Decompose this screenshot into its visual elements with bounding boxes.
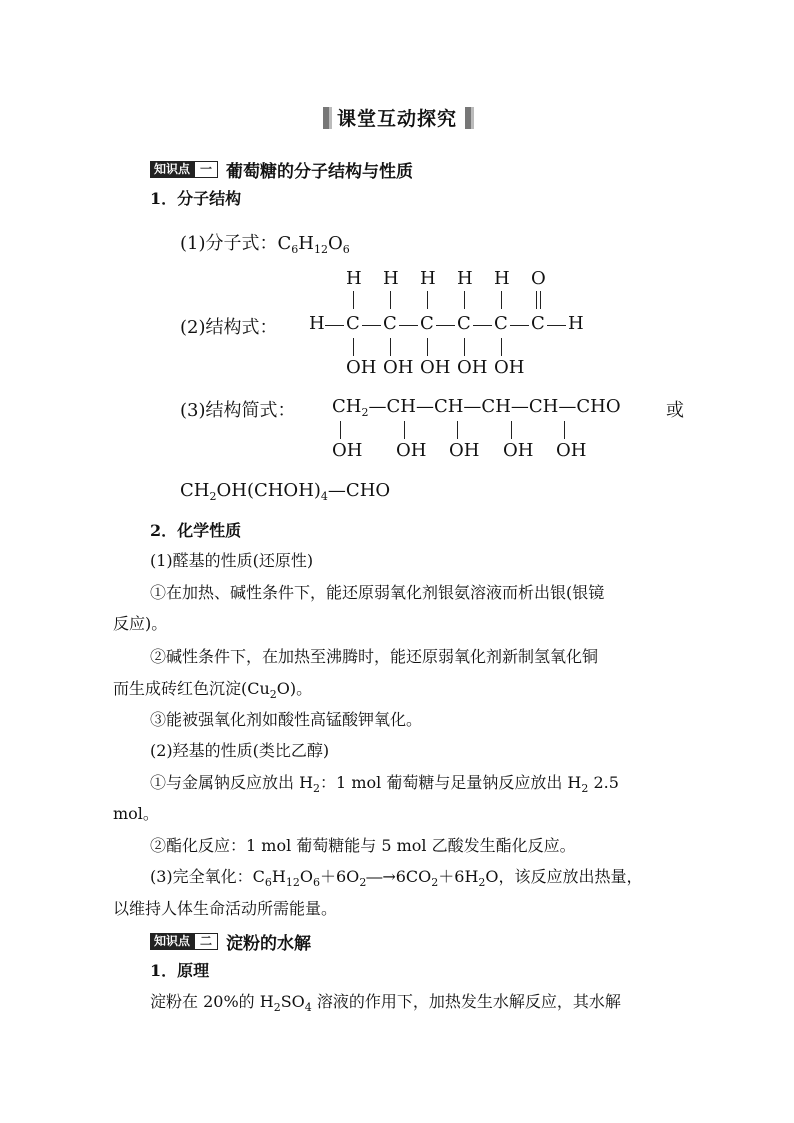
- paragraph: ③能被强氧化剂如酸性高锰酸钾氧化。: [150, 710, 423, 729]
- title-bar-right: [465, 107, 471, 129]
- document-page: 课堂互动探究 知识点 一 葡萄糖的分子结构与性质 1．分子结构 (1)分子式：$C_6H_{12}O_6$ (2)结构式： H H C OH H C OH H C OH H C OH H C OH O C H (3)结构简式： $CH_2—CH—CH—CH—CH—CHO$ 或 OH OH OH OH OH $CH_2OH(CHOH)_4—CHO$ 2．化学性质 (1)醛基的性质(还原性) ①在加热、碱性条件下，能还原弱氧化剂银氨溶液而析出银(银镜 反应)。 ②碱性条件下，在加热至沸腾时，能还原弱氧化剂新制氢氧化铜 而生成砖红色沉淀$(Cu_2O)$。 ③能被强氧化剂如酸性高锰酸钾氧化。 (2)羟基的性质(类比乙醇) ①与金属钠反应放出 $H_2$：1 mol 葡萄糖与足量钠反应放出 $H_2$ 2.5 mol。 ②酯化反应：1 mol 葡萄糖能与 5 mol 乙酸发生酯化反应。 (3)完全氧化：$C_6H_{12}O_6+6O_2―\to 6CO_2+6H_2O$，该反应放出热量， 以维持人体生命活动所需能量。 知识点 二 淀粉的水解 1．原理 淀粉在 20%的 $H_2SO_4$ 溶液的作用下，加热发生水解反应，其水解: [0, 0, 794, 1123]
- paragraph: (1)醛基的性质(还原性): [150, 551, 314, 570]
- paragraph: ②酯化反应：1 mol 葡萄糖能与 5 mol 乙酸发生酯化反应。: [150, 836, 576, 855]
- knowledge-point-1: [150, 157, 413, 182]
- knowledge-point-badge: 知识点 一: [150, 161, 218, 178]
- knowledge-point-badge: 知识点 二: [150, 933, 218, 950]
- paragraph: ①在加热、碱性条件下，能还原弱氧化剂银氨溶液而析出银(银镜: [150, 583, 605, 602]
- subsection-heading: 1．分子结构: [150, 189, 242, 208]
- paragraph: (3)完全氧化：$C_6H_{12}O_6+6O_2―\to 6CO_2+6H_2O$，该反应放出热量，: [150, 867, 643, 889]
- subsection-heading: 1．原理: [150, 961, 210, 980]
- paragraph: ②碱性条件下，在加热至沸腾时，能还原弱氧化剂新制氢氧化铜: [150, 647, 599, 666]
- paragraph: 反应)。: [113, 614, 168, 633]
- paragraph: 而生成砖红色沉淀$(Cu_2O)$。: [113, 679, 313, 701]
- molecular-formula: (1)分子式：$C_6H_{12}O_6$: [180, 233, 350, 256]
- paragraph: 以维持人体生命活动所需能量。: [113, 899, 338, 918]
- title-bar-left: [323, 107, 329, 129]
- paragraph: 淀粉在 20%的 $H_2SO_4$ 溶液的作用下，加热发生水解反应，其水解: [150, 992, 621, 1014]
- paragraph: (2)羟基的性质(类比乙醇): [150, 741, 330, 760]
- knowledge-point-2: [150, 929, 311, 954]
- section-title: 课堂互动探究: [0, 104, 794, 131]
- paragraph: ①与金属钠反应放出 $H_2$：1 mol 葡萄糖与足量钠反应放出 $H_2$ 2.5: [150, 773, 619, 795]
- condensed-alt: $CH_2OH(CHOH)_4—CHO$: [180, 480, 391, 503]
- knowledge-point-title: 淀粉的水解: [226, 934, 312, 954]
- subsection-heading: 2．化学性质: [150, 521, 242, 540]
- knowledge-point-title: 葡萄糖的分子结构与性质: [226, 162, 414, 182]
- paragraph: mol。: [113, 804, 159, 823]
